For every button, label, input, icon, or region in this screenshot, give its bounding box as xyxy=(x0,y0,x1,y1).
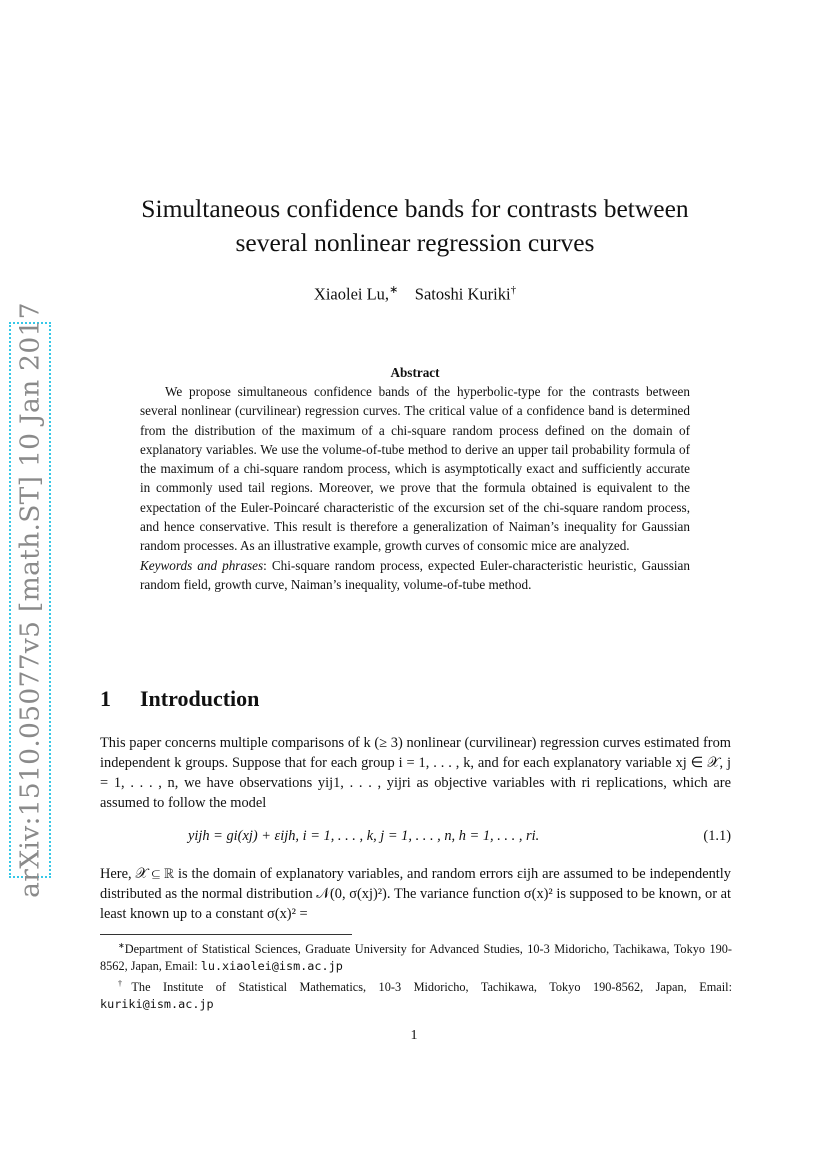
equation-body: yijh = gi(xj) + εijh, i = 1, . . . , k, j = 1, . . . , n, h = 1, . . . , ri. xyxy=(188,828,540,844)
footnote-2 xyxy=(100,975,732,1013)
abstract-heading: Abstract xyxy=(390,365,440,380)
footnote-1-text: Department of Statistical Sciences, Graduate University for Advanced Studies, 10-3 Midoricho, Tachikawa, Tokyo 190-8562, Japan, Email: xyxy=(100,942,732,974)
equation-number: (1.1) xyxy=(703,828,731,844)
arxiv-stamp xyxy=(9,302,51,898)
intro-paragraph-1 xyxy=(100,733,731,813)
footnote-1-email[interactable]: lu.xiaolei@ism.ac.jp xyxy=(200,959,343,974)
intro-text-1: This paper concerns multiple comparisons of k (≥ 3) nonlinear (curvilinear) regression curves estimated from independent k groups. Suppose that for each group i = 1, . . . , k, and for each explanatory variable xj ∈ 𝒳, j = 1, . . . , n, we have observations yij1, . . . , yijri as objective variables with ri replications, which are assumed to follow the model xyxy=(100,735,731,811)
author-2: Satoshi Kuriki xyxy=(414,284,511,304)
keywords xyxy=(140,556,690,595)
abstract-body xyxy=(140,382,690,594)
page-number: 1 xyxy=(410,1028,418,1043)
author-list xyxy=(100,283,730,305)
footnote-2-text: The Institute of Statistical Mathematics, 10-3 Midoricho, Tachikawa, Tokyo 190-8562, Japan, Email: xyxy=(131,980,732,995)
equation-1-1 xyxy=(100,828,731,850)
author-1: Xiaolei Lu, xyxy=(313,284,390,304)
footnote-1-mark: ∗ xyxy=(118,941,125,950)
footnotes xyxy=(100,937,732,1013)
arxiv-identifier: arXiv:1510.05077v5 [math.ST] 10 Jan 2017 xyxy=(14,302,46,898)
title-line-2: several nonlinear regression curves xyxy=(235,228,595,257)
intro-paragraph-2 xyxy=(100,864,731,924)
footnote-1 xyxy=(100,937,732,975)
keywords-text: : Chi-square random process, expected Euler-characteristic heuristic, Gaussian random field, growth curve, Naiman’s inequality, volume-of-tube method. xyxy=(140,557,690,592)
section-number: 1 xyxy=(100,686,111,711)
footnote-2-mark: † xyxy=(118,979,132,989)
section-heading xyxy=(100,686,259,712)
footnote-2-email[interactable]: kuriki@ism.ac.jp xyxy=(100,997,214,1012)
intro-text-2: Here, 𝒳 ⊆ ℝ is the domain of explanatory variables, and random errors εijh are assumed to be independently distributed as the normal distribution 𝒩(0, σ(xj)²). The variance function σ(x)² is supposed to be known, or at least known up to a constant σ(x)² = xyxy=(100,866,732,922)
paper-title xyxy=(100,192,730,260)
section-title: Introduction xyxy=(140,686,260,711)
keywords-label: Keywords and phrases xyxy=(140,557,264,573)
abstract-text: We propose simultaneous confidence bands of the hyperbolic-type for the contrasts between several nonlinear (curvilinear) regression curves. The critical value of a confidence band is determined from the distribution of the maximum of a chi-square random process defined on the domain of explanatory variables. We use the volume-of-tube method to derive an upper tail probability formula of the maximum of a chi-square random process, which is asymptotically exact and sufficiently accurate in commonly used tail regions. Moreover, we prove that the formula obtained is equivalent to the expectation of the Euler-Poincaré characteristic of the excursion set of the chi-square random process, and hence conservative. This result is therefore a generalization of Naiman’s inequality for Gaussian random processes. As an illustrative example, growth curves of consomic mice are analyzed. xyxy=(140,384,690,554)
footnote-divider xyxy=(100,934,352,935)
author-2-footnote-mark: † xyxy=(510,284,517,296)
author-1-footnote-mark: ∗ xyxy=(389,284,399,296)
title-line-1: Simultaneous confidence bands for contrasts between xyxy=(141,194,689,223)
